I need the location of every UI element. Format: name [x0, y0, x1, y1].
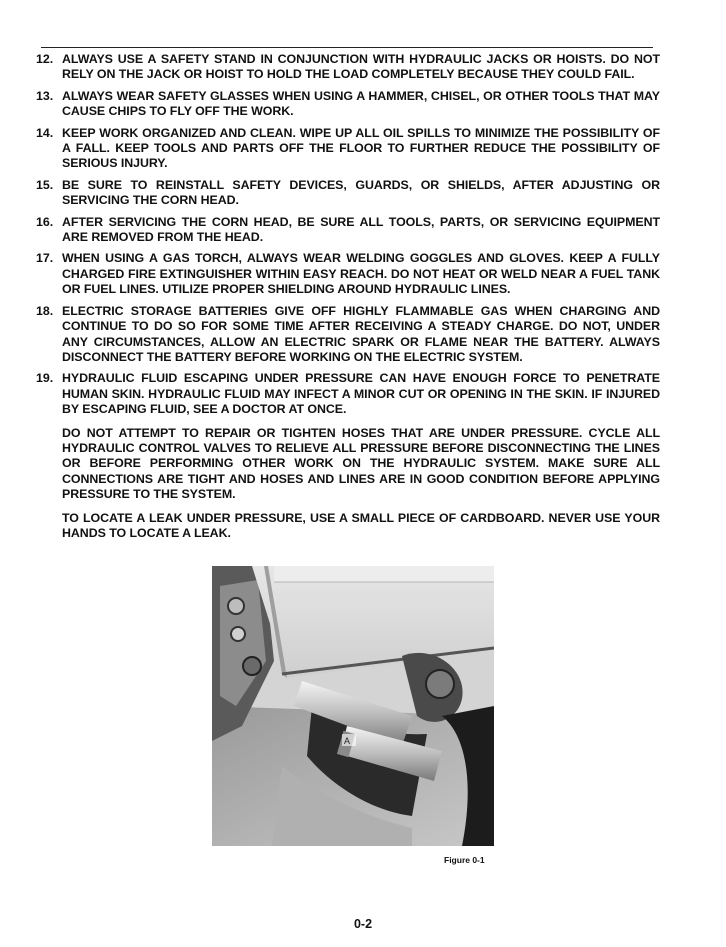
safety-item	[36, 52, 660, 83]
safety-item	[36, 126, 660, 172]
safety-item-number: 13.	[36, 88, 54, 103]
safety-item-paragraph: WHEN USING A GAS TORCH, ALWAYS WEAR WELDING GOGGLES AND GLOVES. KEEP A FULLY CHARGED FIRE EXTINGUISHER WITHIN EASY REACH. DO NOT HEAT OR WELD NEAR A FUEL TANK OR FUEL LINES. UTILIZE PROPER SHIELDING AROUND HYDRAULIC LINES.	[62, 251, 660, 297]
safety-item	[36, 215, 660, 246]
safety-item	[36, 304, 660, 366]
page-number: 0-2	[353, 917, 373, 931]
safety-item-body	[62, 304, 660, 366]
safety-item-paragraph: DO NOT ATTEMPT TO REPAIR OR TIGHTEN HOSES THAT ARE UNDER PRESSURE. CYCLE ALL HYDRAULIC CONTROL VALVES TO RELIEVE ALL PRESSURE BEFORE DISCONNECTING THE LINES OR BEFORE PERFORMING OTHER WORK ON THE HYDRAULIC SYSTEM. MAKE SURE ALL CONNECTIONS ARE TIGHT AND HOSES AND LINES ARE IN GOOD CONDITION BEFORE APPLYING PRESSURE TO THE SYSTEM.	[62, 425, 660, 502]
safety-item-body	[62, 89, 660, 120]
safety-item-number: 14.	[36, 125, 54, 140]
figure-caption: Figure 0-1	[444, 855, 485, 865]
safety-item-paragraph: TO LOCATE A LEAK UNDER PRESSURE, USE A SMALL PIECE OF CARDBOARD. NEVER USE YOUR HANDS TO LOCATE A LEAK.	[62, 510, 660, 540]
safety-item-number: 17.	[36, 251, 54, 266]
hydraulic-cylinder-photo	[212, 566, 494, 846]
safety-item	[36, 371, 660, 541]
header-rule	[41, 47, 653, 48]
safety-item-paragraph: BE SURE TO REINSTALL SAFETY DEVICES, GUARDS, OR SHIELDS, AFTER ADJUSTING OR SERVICING THE CORN HEAD.	[62, 177, 660, 208]
safety-item-body	[62, 215, 660, 246]
safety-item-number: 18.	[36, 303, 54, 318]
figure-callout-label: A	[344, 736, 351, 746]
safety-item-number: 15.	[36, 177, 54, 192]
safety-item-paragraph: HYDRAULIC FLUID ESCAPING UNDER PRESSURE CAN HAVE ENOUGH FORCE TO PENETRATE HUMAN SKIN. HYDRAULIC FLUID MAY INFECT A MINOR CUT OR OPENING IN THE SKIN. IF INJURED BY ESCAPING FLUID, SEE A DOCTOR AT ONCE.	[62, 371, 660, 417]
safety-item-number: 12.	[36, 52, 54, 66]
safety-item-paragraph: ALWAYS USE A SAFETY STAND IN CONJUNCTION WITH HYDRAULIC JACKS OR HOISTS. DO NOT RELY ON THE JACK OR HOIST TO HOLD THE LOAD COMPLETELY BECAUSE THEY COULD FAIL.	[62, 52, 660, 82]
safety-item	[36, 251, 660, 297]
safety-item-body	[62, 126, 660, 172]
safety-item-paragraph: ELECTRIC STORAGE BATTERIES GIVE OFF HIGHLY FLAMMABLE GAS WHEN CHARGING AND CONTINUE TO DO SO FOR SOME TIME AFTER RECEIVING A STEADY CHARGE. DO NOT, UNDER ANY CIRCUMSTANCES, ALLOW AN ELECTRIC SPARK OR FLAME NEAR THE BATTERY. ALWAYS DISCONNECT THE BATTERY BEFORE WORKING ON THE ELECTRIC SYSTEM.	[62, 303, 660, 364]
safety-item-body	[62, 178, 660, 209]
safety-item-paragraph: AFTER SERVICING THE CORN HEAD, BE SURE ALL TOOLS, PARTS, OR SERVICING EQUIPMENT ARE REMOVED FROM THE HEAD.	[62, 214, 660, 245]
safety-item-paragraph: ALWAYS WEAR SAFETY GLASSES WHEN USING A HAMMER, CHISEL, OR OTHER TOOLS THAT MAY CAUSE CHIPS TO FLY OFF THE WORK.	[62, 88, 660, 119]
safety-item-body	[62, 251, 660, 297]
safety-item	[36, 89, 660, 120]
safety-item-paragraph: KEEP WORK ORGANIZED AND CLEAN. WIPE UP ALL OIL SPILLS TO MINIMIZE THE POSSIBILITY OF A FALL. KEEP TOOLS AND PARTS OFF THE FLOOR TO FURTHER REDUCE THE POSSIBILITY OF SERIOUS INJURY.	[62, 125, 660, 171]
safety-instructions-list	[36, 52, 660, 547]
safety-item	[36, 178, 660, 209]
safety-item-body	[62, 52, 660, 83]
safety-item-body	[62, 371, 660, 541]
figure-photo	[212, 566, 494, 846]
safety-item-number: 19.	[36, 371, 54, 386]
safety-item-number: 16.	[36, 214, 54, 229]
